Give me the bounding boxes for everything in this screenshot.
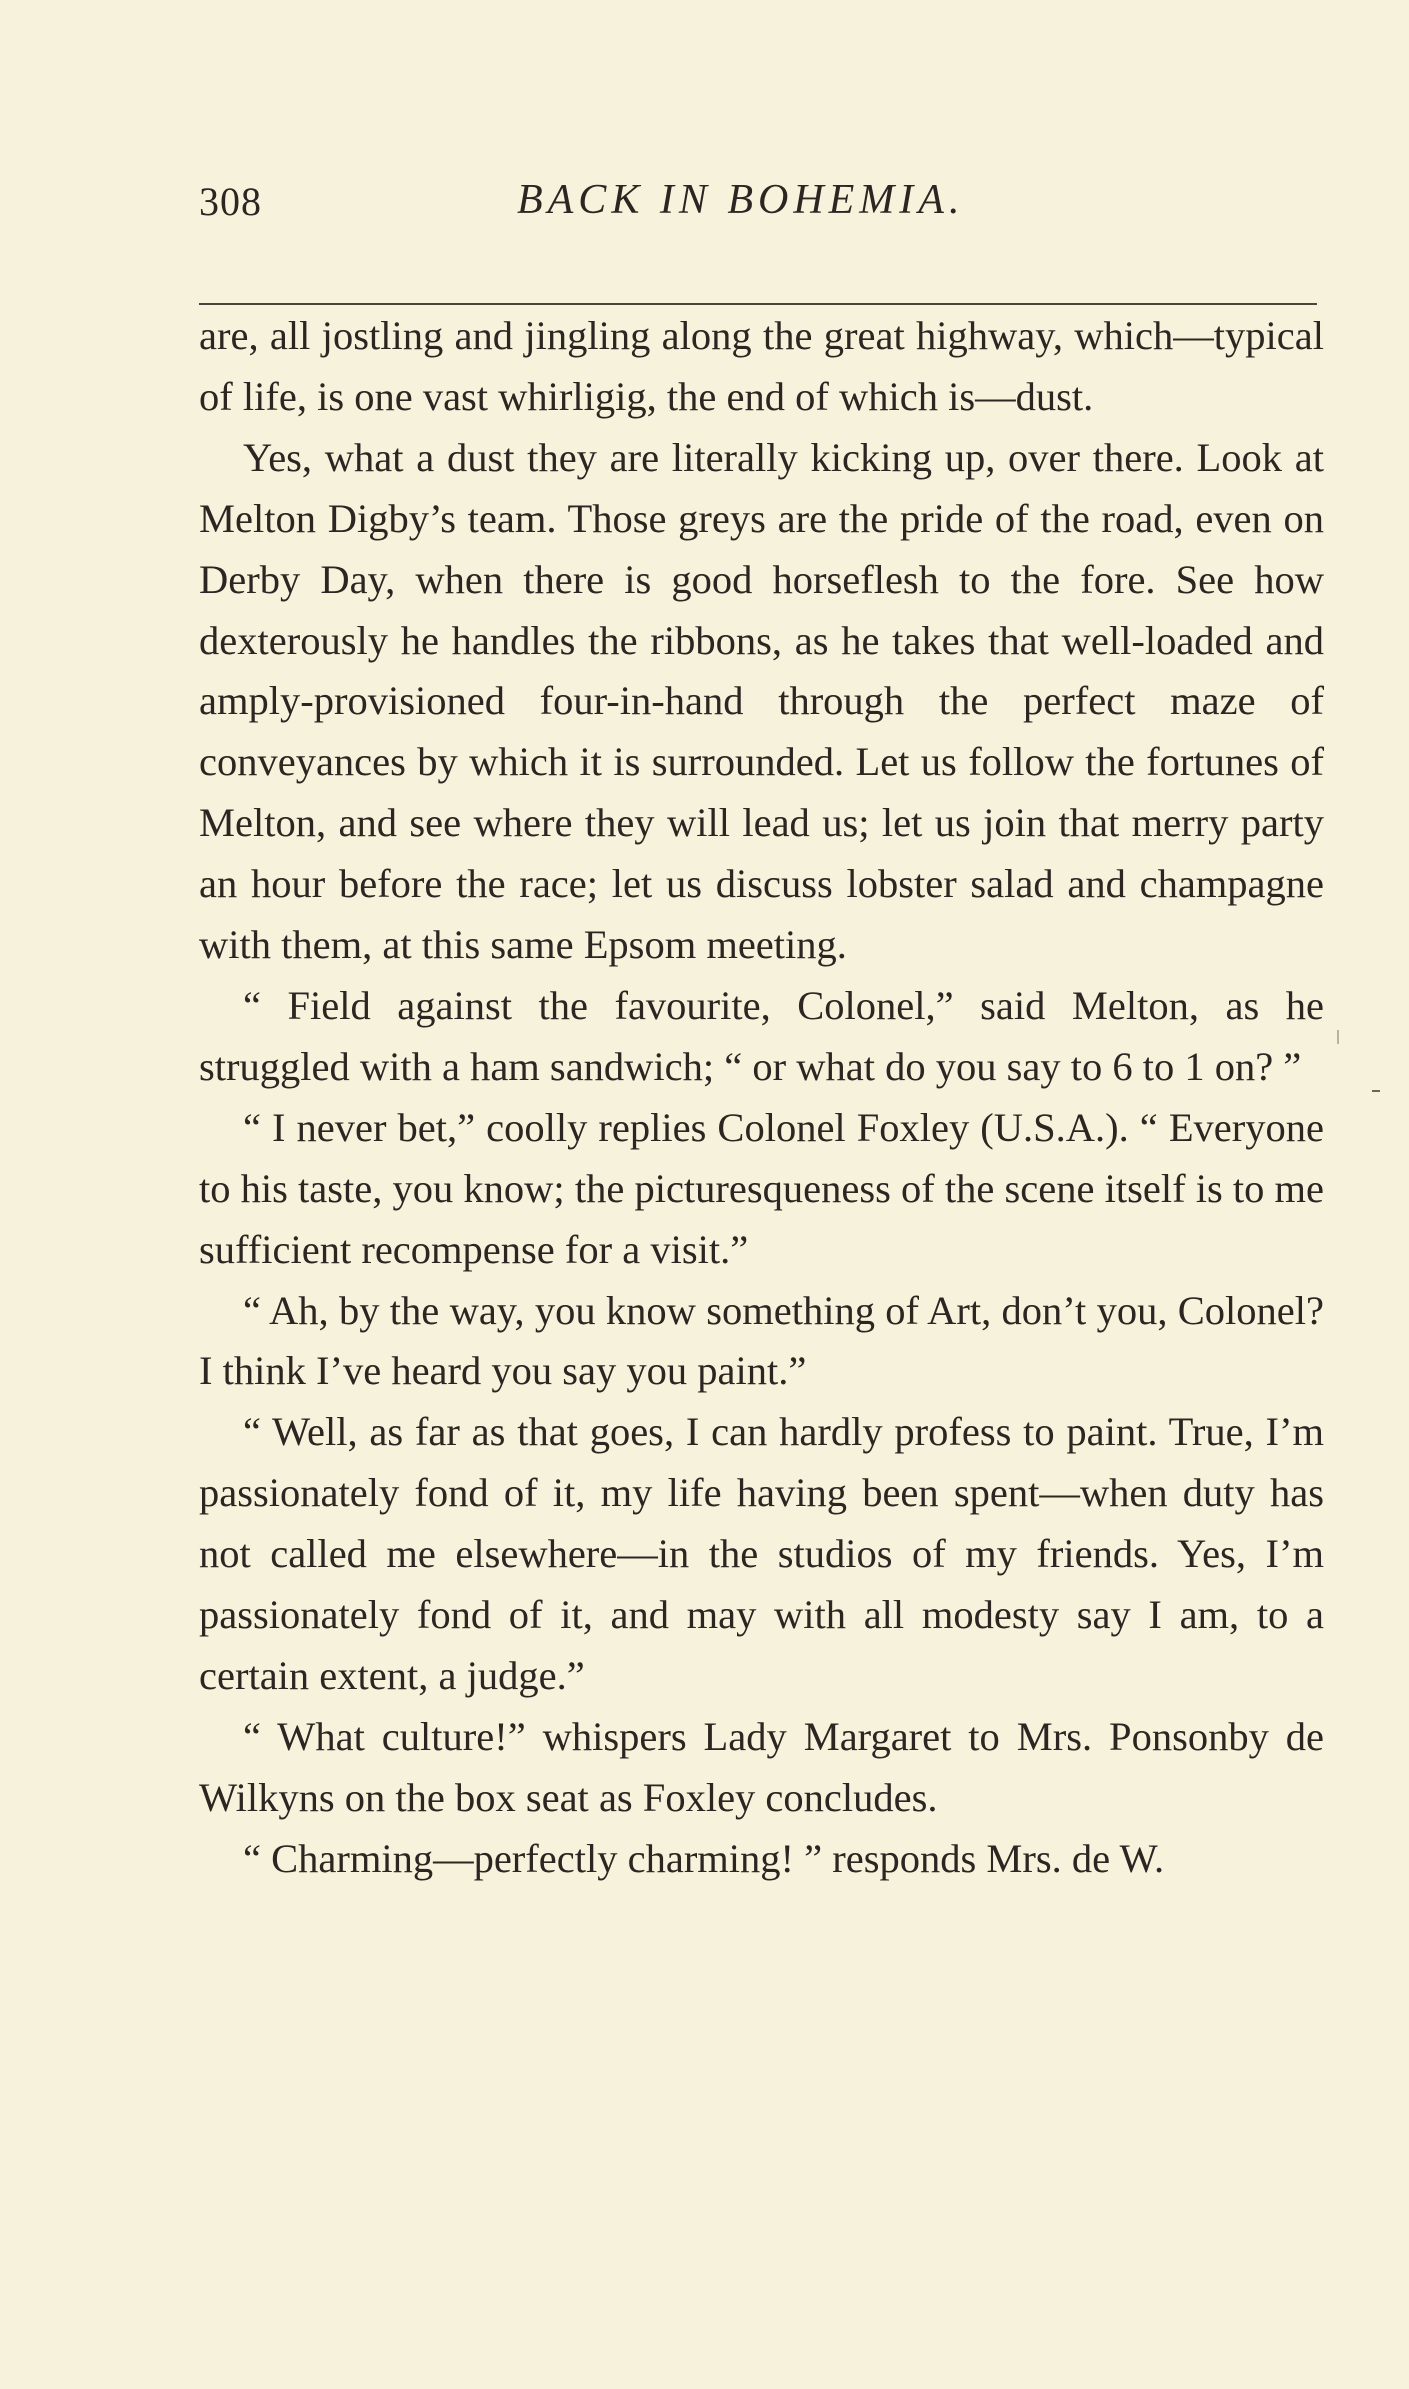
paragraph: “ Field against the favourite, Colonel,” said Melton, as he struggled with a ham sandwich; “ or what do you say to 6 to 1 on? ”	[199, 982, 1324, 1089]
margin-mark	[1337, 1030, 1339, 1044]
running-title: BACK IN BOHEMIA.	[517, 177, 965, 223]
paragraph: are, all jostling and jingling along the great highway, which—typical of life, is one vast whirligig, the end of which is—dust.	[199, 313, 1324, 419]
paragraph: “ I never bet,” coolly replies Colonel Foxley (U.S.A.). “ Everyone to his taste, you know; the picturesqueness of the scene itself is to me sufficient recompense for a visit.”	[199, 1104, 1324, 1272]
paragraph: Yes, what a dust they are literally kicking up, over there. Look at Melton Digby’s team. Those greys are the pride of the road, even on Derby Day, when there is good horseflesh to the fore. See how dexterously he handles the ribbons, as he takes that well-loaded and amply-provisioned four-in-hand through the perfect maze of conveyances by which it is surrounded. Let us follow the fortunes of Melton, and see where they will lead us; let us join that merry party an hour before the race; let us discuss lobster salad and champagne with them, at this same Epsom meeting.	[199, 434, 1324, 968]
paragraph: “ What culture!” whispers Lady Margaret to Mrs. Ponsonby de Wilkyns on the box seat as Foxley concludes.	[199, 1713, 1324, 1820]
paragraph: “ Charming—perfectly charming! ” responds Mrs. de W.	[243, 1835, 1165, 1881]
header-rule	[199, 303, 1317, 305]
body-text	[199, 306, 1324, 1890]
margin-mark	[1372, 1090, 1380, 1092]
paragraph: “ Ah, by the way, you know something of Art, don’t you, Colonel? I think I’ve heard you say you paint.”	[199, 1287, 1324, 1394]
page-header	[199, 168, 1319, 238]
paragraph: “ Well, as far as that goes, I can hardly profess to paint. True, I’m passionately fond of it, my life having been spent—when duty has not called me elsewhere—in the studios of my friends. Yes, I’m passionately fond of it, and may with all modesty say I am, to a certain extent, a judge.”	[199, 1409, 1324, 1698]
page-number: 308	[199, 179, 262, 224]
